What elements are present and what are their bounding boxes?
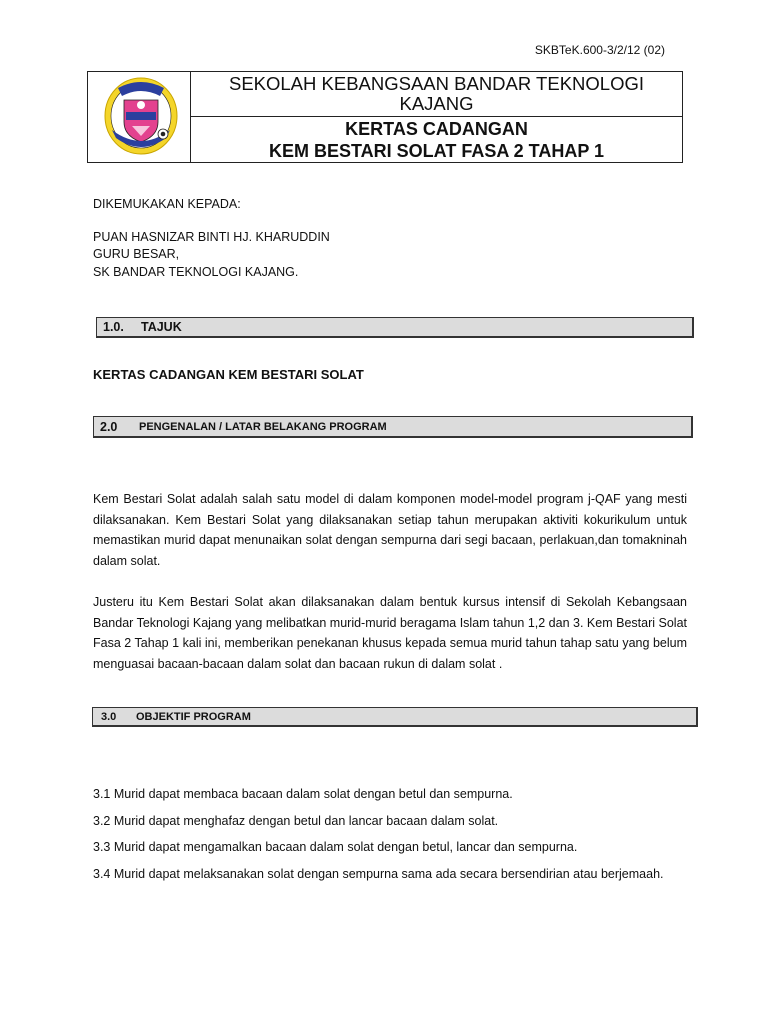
reference-code: SKBTeK.600-3/2/12 (02)	[534, 43, 665, 57]
school-crest-icon	[102, 72, 180, 156]
addressee-position: GURU BESAR,	[93, 247, 180, 261]
section-heading-3	[92, 707, 698, 727]
intro-paragraph: Justeru itu Kem Bestari Solat akan dilaksanakan dalam bentuk kursus intensif di Sekolah Kebangsaan Bandar Teknologi Kajang yang melibatkan murid-murid beragama Islam tahun 1,2 dan 3. Kem Bestari Solat Fasa 2 Tahap 1 kali ini, memberikan penekanan khusus kepada semua murid tahun tahap satu yang belum menguasai bacaan-bacaan dalam solat dan bacaan rukun di dalam solat .	[93, 595, 687, 671]
objective-item: 3.1 Murid dapat membaca bacaan dalam solat dengan betul dan sempurna.	[93, 787, 513, 801]
section-heading-2	[93, 416, 693, 438]
objective-item: 3.3 Murid dapat mengamalkan bacaan dalam solat dengan betul, lancar dan sempurna.	[93, 840, 578, 854]
intro-paragraph: Kem Bestari Solat adalah salah satu model di dalam komponen model-model program j-QAF yang mesti dilaksanakan. Kem Bestari Solat yang dilaksanakan setiap tahun merupakan aktiviti kokurikulum untuk memastikan murid dapat menunaikan solat dengan sempurna dari segi bacaan, perlakuan,dan tomakninah dalam solat.	[93, 492, 687, 568]
school-name: SEKOLAH KEBANGSAAN BANDAR TEKNOLOGI KAJANG	[191, 72, 682, 117]
proposal-title	[191, 117, 682, 162]
section-number: 1.0.	[103, 320, 124, 334]
section-title: OBJEKTIF PROGRAM	[136, 710, 251, 723]
addressee-school: SK BANDAR TEKNOLOGI KAJANG.	[93, 265, 299, 279]
objective-item: 3.4 Murid dapat melaksanakan solat dengan sempurna sama ada secara bersendirian atau berjemaah.	[93, 867, 664, 881]
section-title: PENGENALAN / LATAR BELAKANG PROGRAM	[139, 420, 387, 433]
section-number: 2.0	[100, 419, 118, 434]
section-title: TAJUK	[141, 320, 182, 334]
logo-cell	[88, 72, 191, 162]
section-number: 3.0	[101, 710, 117, 723]
letterhead	[87, 71, 683, 163]
proposal-subject: KERTAS CADANGAN KEM BESTARI SOLAT	[93, 367, 364, 382]
addressee-intro: DIKEMUKAKAN KEPADA:	[93, 197, 241, 211]
section-heading-1	[96, 317, 694, 338]
doc-type: KERTAS CADANGAN	[345, 119, 528, 139]
program-name: KEM BESTARI SOLAT FASA 2 TAHAP 1	[268, 141, 605, 161]
title-cell	[191, 72, 682, 162]
addressee-name: PUAN HASNIZAR BINTI HJ. KHARUDDIN	[93, 230, 330, 244]
objective-item: 3.2 Murid dapat menghafaz dengan betul dan lancar bacaan dalam solat.	[93, 814, 499, 828]
